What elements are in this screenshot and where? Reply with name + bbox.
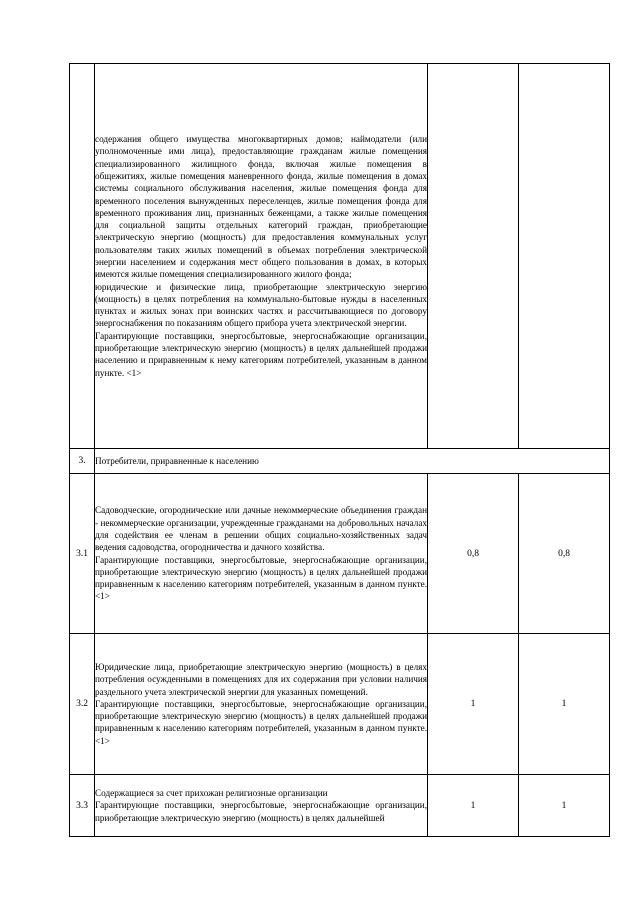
description-paragraph: Гарантирующие поставщики, энергосбытовые, энергоснабжающие организации, приобретающие электрическую энергию (мощность) в целях дальнейшей <box>95 800 427 823</box>
table-row <box>70 474 610 634</box>
value-column-2: 0,8 <box>519 474 610 634</box>
description-paragraph: Содержащиеся за счет прихожан религиозные организации <box>95 788 328 799</box>
description-paragraph: содержания общего имущества многоквартирных домов; наймодатели (или уполномоченные ими лица), предоставляющие гражданам жилые помещения специализированного жилищного фонда, включая жилые помещения в общежитиях, жилые помещения маневренного фонда, жилые помещения в домах системы социального обслуживания населения, жилые помещения фонда для временного поселения вынужденных переселенцев, жилые помещения фонда для временного проживания лиц, признанных беженцами, а также жилые помещения для социальной защиты отдельных категорий граждан, приобретающие электрическую энергию (мощность) для предоставления коммунальных услуг пользователям таких жилых помещений в объемах потребления электрической энергии населением и содержания мест общего пользования в домах, в которых имеются жилые помещения специализированного жилого фонда; <box>95 134 427 280</box>
table-row <box>70 775 610 837</box>
value-column-2: 1 <box>519 775 610 837</box>
section-title <box>95 449 610 474</box>
row-description <box>95 775 428 837</box>
value-column-2 <box>519 64 610 449</box>
row-description <box>95 634 428 775</box>
section-title-text: Потребители, приравненные к населению <box>95 455 259 466</box>
tariff-table <box>69 63 610 837</box>
row-description <box>95 474 428 634</box>
description-paragraph: Гарантирующие поставщики, энергосбытовые, энергоснабжающие организации, приобретающие электрическую энергию (мощность) в целях дальнейшей продажи приравненным к населению категориям потребителей, указанным в данном пункте. <1> <box>95 698 427 746</box>
table-row <box>70 64 610 449</box>
value-column-2: 1 <box>519 634 610 775</box>
row-number: 3.3 <box>70 775 95 837</box>
row-description <box>95 64 428 449</box>
value-column-1: 0,8 <box>428 474 519 634</box>
row-number: 3. <box>70 449 95 474</box>
row-number: 3.2 <box>70 634 95 775</box>
section-row <box>70 449 610 474</box>
description-paragraph: Садоводческие, огороднические или дачные некоммерческие объединения граждан - некоммерческие организации, учрежденные гражданами на добровольных началах для содействия ее членам в решении общих социально-хозяйственных задач ведения садоводства, огородничества и дачного хозяйства. <box>95 505 427 553</box>
value-column-1: 1 <box>428 775 519 837</box>
row-number <box>70 64 95 449</box>
value-column-1: 1 <box>428 634 519 775</box>
description-paragraph: Гарантирующие поставщики, энергосбытовые, энергоснабжающие организации, приобретающие электрическую энергию (мощность) в целях дальнейшей продажи приравненным к населению категориям потребителей, указанным в данном пункте. <1> <box>95 554 427 602</box>
description-paragraph: юридические и физические лица, приобретающие электрическую энергию (мощность) в целях потребления на коммунально-бытовые нужды в населенных пунктах и жилых зонах при воинских частях и рассчитывающиеся по договору энергоснабжения по показаниям общего прибора учета электрической энергии. <box>95 281 427 329</box>
value-column-1 <box>428 64 519 449</box>
row-number: 3.1 <box>70 474 95 634</box>
description-paragraph: Юридические лица, приобретающие электрическую энергию (мощность) в целях потребления осужденными в помещениях для их содержания при условии наличия раздельного учета электрической энергии для указанных помещений. <box>95 661 427 697</box>
table-row <box>70 634 610 775</box>
description-paragraph: Гарантирующие поставщики, энергосбытовые, энергоснабжающие организации, приобретающие электрическую энергию (мощность) в целях дальнейшей продажи населению и приравненным к нему категориям потребителей, указанным в данном пункте. <1> <box>95 330 427 378</box>
